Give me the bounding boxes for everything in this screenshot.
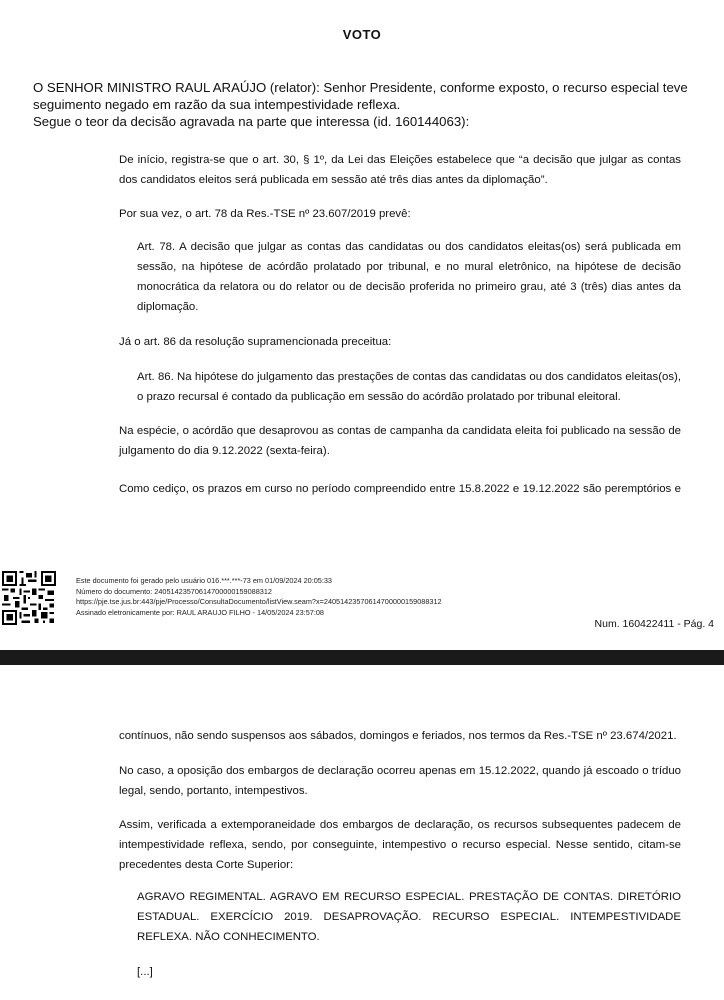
paragraph-lei-eleicoes: De início, registra-se que o art. 30, § 1º, da Lei das Eleições estabelece que “a decisão que julgar as contas dos candidatos eleitos será publicada em sessão até três dias antes da diplomação”. [119,154,681,186]
paragraph-art86-intro: Já o art. 86 da resolução supramencionada preceitua: [119,336,392,348]
document-number-text: Número do documento: 24051423570614700000159088312 [76,586,272,596]
paragraph-acordao: Na espécie, o acórdão que desaprovou as contas de campanha da candidata eleita foi publicado na sessão de julgamento do dia 9.12.2022 (sexta-feira). [119,425,681,457]
quote-precedente-ementa: AGRAVO REGIMENTAL. AGRAVO EM RECURSO ESPECIAL. PRESTAÇÃO DE CONTAS. DIRETÓRIO ESTADUAL. EXERCÍCIO 2019. DESAPROVAÇÃO. RECURSO ESPECIAL. INTEMPESTIVIDADE REFLEXA. NÃO CONHECIMENTO. [137,891,681,943]
quote-ellipsis: [...] [137,966,153,978]
document-url-link[interactable]: https://pje.tse.jus.br:443/pje/Processo/ConsultaDocumento/listView.seam?x=24051423570614700000159088312 [76,597,442,607]
document-heading: VOTO [342,27,382,42]
page-separator [0,650,724,665]
qr-code-icon [2,571,56,625]
paragraph-prazos: Como cediço, os prazos em curso no período compreendido entre 15.8.2022 e 19.12.2022 são peremptórios e [119,483,681,495]
paragraph-extemporaneidade: Assim, verificada a extemporaneidade dos embargos de declaração, os recursos subsequentes padecem de intempestividade reflexa, sendo, por conseguinte, intempestivo o recurso especial. Nesse sentido, citam-se precedentes desta Corte Superior: [119,819,681,871]
intro-line-1: O SENHOR MINISTRO RAUL ARAÚJO (relator): Senhor Presidente, conforme exposto, o recurso especial teve seguimento negado em razão da sua intempestividade reflexa. [33,80,688,112]
paragraph-art78-intro: Por sua vez, o art. 78 da Res.-TSE nº 23.607/2019 prevê: [119,208,411,220]
quote-art86: Art. 86. Na hipótese do julgamento das prestações de contas das candidatas ou dos candidatos eleitas(os), o prazo recursal é contado da publicação em sessão do acórdão prolatado por tribunal eleitoral. [137,371,681,403]
paragraph-continuos: contínuos, não sendo suspensos aos sábados, domingos e feriados, nos termos da Res.-TSE nº 23.674/2021. [119,730,677,742]
quote-art78: Art. 78. A decisão que julgar as contas das candidatas ou dos candidatos eleitas(os) será publicada em sessão, na hipótese de acórdão prolatado por tribunal, e no mural eletrônico, na hipótese de decisão monocrática da relatora ou do relator ou de decisão proferida no primeiro grau, até 3 (três) dias antes da diplomação. [137,241,681,313]
signature-text: Assinado eletronicamente por: RAUL ARAUJO FILHO - 14/05/2024 23:57:08 [76,607,324,617]
paragraph-embargos: No caso, a oposição dos embargos de declaração ocorreu apenas em 15.12.2022, quando já escoado o tríduo legal, sendo, portanto, intempestivos. [119,765,681,797]
intro-block [33,79,693,130]
generated-by-text: Este documento foi gerado pelo usuário 016.***.***-73 em 01/09/2024 20:05:33 [76,576,332,585]
page-number: Num. 160422411 - Pág. 4 [594,618,714,630]
intro-line-2: Segue o teor da decisão agravada na parte que interessa (id. 160144063): [33,114,470,129]
document-metadata [76,576,442,618]
